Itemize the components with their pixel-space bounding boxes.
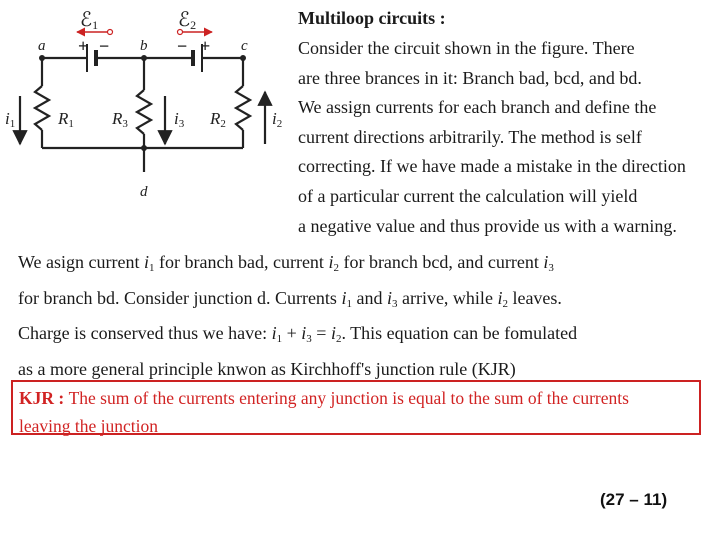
section-title: Multiloop circuits : [298, 8, 446, 28]
symbol-i3: $i_3$ [543, 252, 554, 274]
junction-equation: $i_1 + i_3 = i_2$ [271, 323, 342, 346]
intro-line: Consider the circuit shown in the figure. There [298, 38, 635, 58]
symbol-i2: $i_2$ [328, 252, 339, 274]
kjr-text [19, 384, 695, 440]
symbol-i2: $i_2$ [497, 287, 508, 310]
emf1-label: ℰ [80, 9, 93, 31]
svg-text:R2: R2 [210, 109, 226, 130]
intro-line: a negative value and thus provide us with a warning. [298, 215, 677, 236]
resistor-r1 [35, 86, 49, 130]
intro-line: current directions arbitrarily. The method is self [298, 126, 642, 147]
emf2-label: ℰ [178, 9, 191, 31]
r1-label: R [58, 109, 69, 128]
symbol-i3: $i_3$ [386, 287, 398, 310]
svg-text:R1: R1 [58, 109, 74, 130]
kjr-label: KJR : [19, 388, 69, 408]
node-c-dot [240, 55, 246, 61]
battery-emf1 [87, 44, 96, 72]
i3-label: i [174, 109, 179, 128]
i2-label: i [272, 109, 277, 128]
body-line-4: as a more general principle knwon as Kirchhoff's junction rule (KJR) [18, 358, 516, 379]
emf1-plus: + [78, 36, 89, 56]
svg-text:i1: i1 [5, 109, 16, 130]
intro-line: are three brances in it: Branch bad, bcd, and bd. [298, 67, 642, 88]
svg-text:i3: i3 [174, 109, 185, 130]
emf2-plus: + [200, 36, 211, 56]
emf2-minus: − [177, 36, 188, 56]
resistor-r2 [236, 86, 250, 130]
slide-number: (27 – 11) [600, 490, 668, 509]
i1-label: i [5, 109, 10, 128]
junction-paragraph [18, 248, 708, 384]
kjr-line-2: leaving the junction [19, 416, 158, 436]
node-d-dot [141, 145, 147, 151]
node-a-label: a [38, 38, 46, 54]
intro-line: We assign currents for each branch and define the [298, 97, 657, 118]
svg-text:R3: R3 [112, 109, 128, 130]
svg-text:ℰ1: ℰ1 [80, 9, 99, 32]
kjr-line-1: KJR : The sum of the currents entering any junction is equal to the sum of the currents [19, 388, 629, 408]
node-c-label: c [241, 38, 248, 54]
svg-text:ℰ2: ℰ2 [178, 9, 197, 32]
node-b-label: b [140, 38, 148, 54]
kjr-callout-box [11, 380, 701, 435]
node-a-dot [39, 55, 45, 61]
resistor-r3 [137, 90, 151, 134]
symbol-i1: $i_1$ [144, 252, 155, 274]
node-b-dot [141, 55, 147, 61]
r2-label: R [210, 109, 221, 128]
node-d-label: d [140, 184, 148, 200]
svg-text:i2: i2 [272, 109, 283, 130]
intro-line: correcting. If we have made a mistake in the direction [298, 156, 686, 177]
body-line-1: We asign current $i_1$ for branch bad, current $i_2$ for branch bcd, and current $i_3$ [18, 252, 554, 274]
intro-line: of a particular current the calculation will yield [298, 185, 638, 206]
body-line-3: Charge is conserved thus we have: $i_1 + i_3 = i_2$. This equation can be fomulated [18, 323, 578, 346]
symbol-i1: $i_1$ [341, 287, 352, 310]
emf1-minus: − [99, 36, 110, 56]
body-line-2: for branch bd. Consider junction d. Currents $i_1$ and $i_3$ arrive, while $i_2$ leaves. [18, 287, 562, 310]
r3-label: R [112, 109, 123, 128]
circuit-diagram [0, 0, 295, 240]
intro-paragraph [298, 34, 718, 241]
